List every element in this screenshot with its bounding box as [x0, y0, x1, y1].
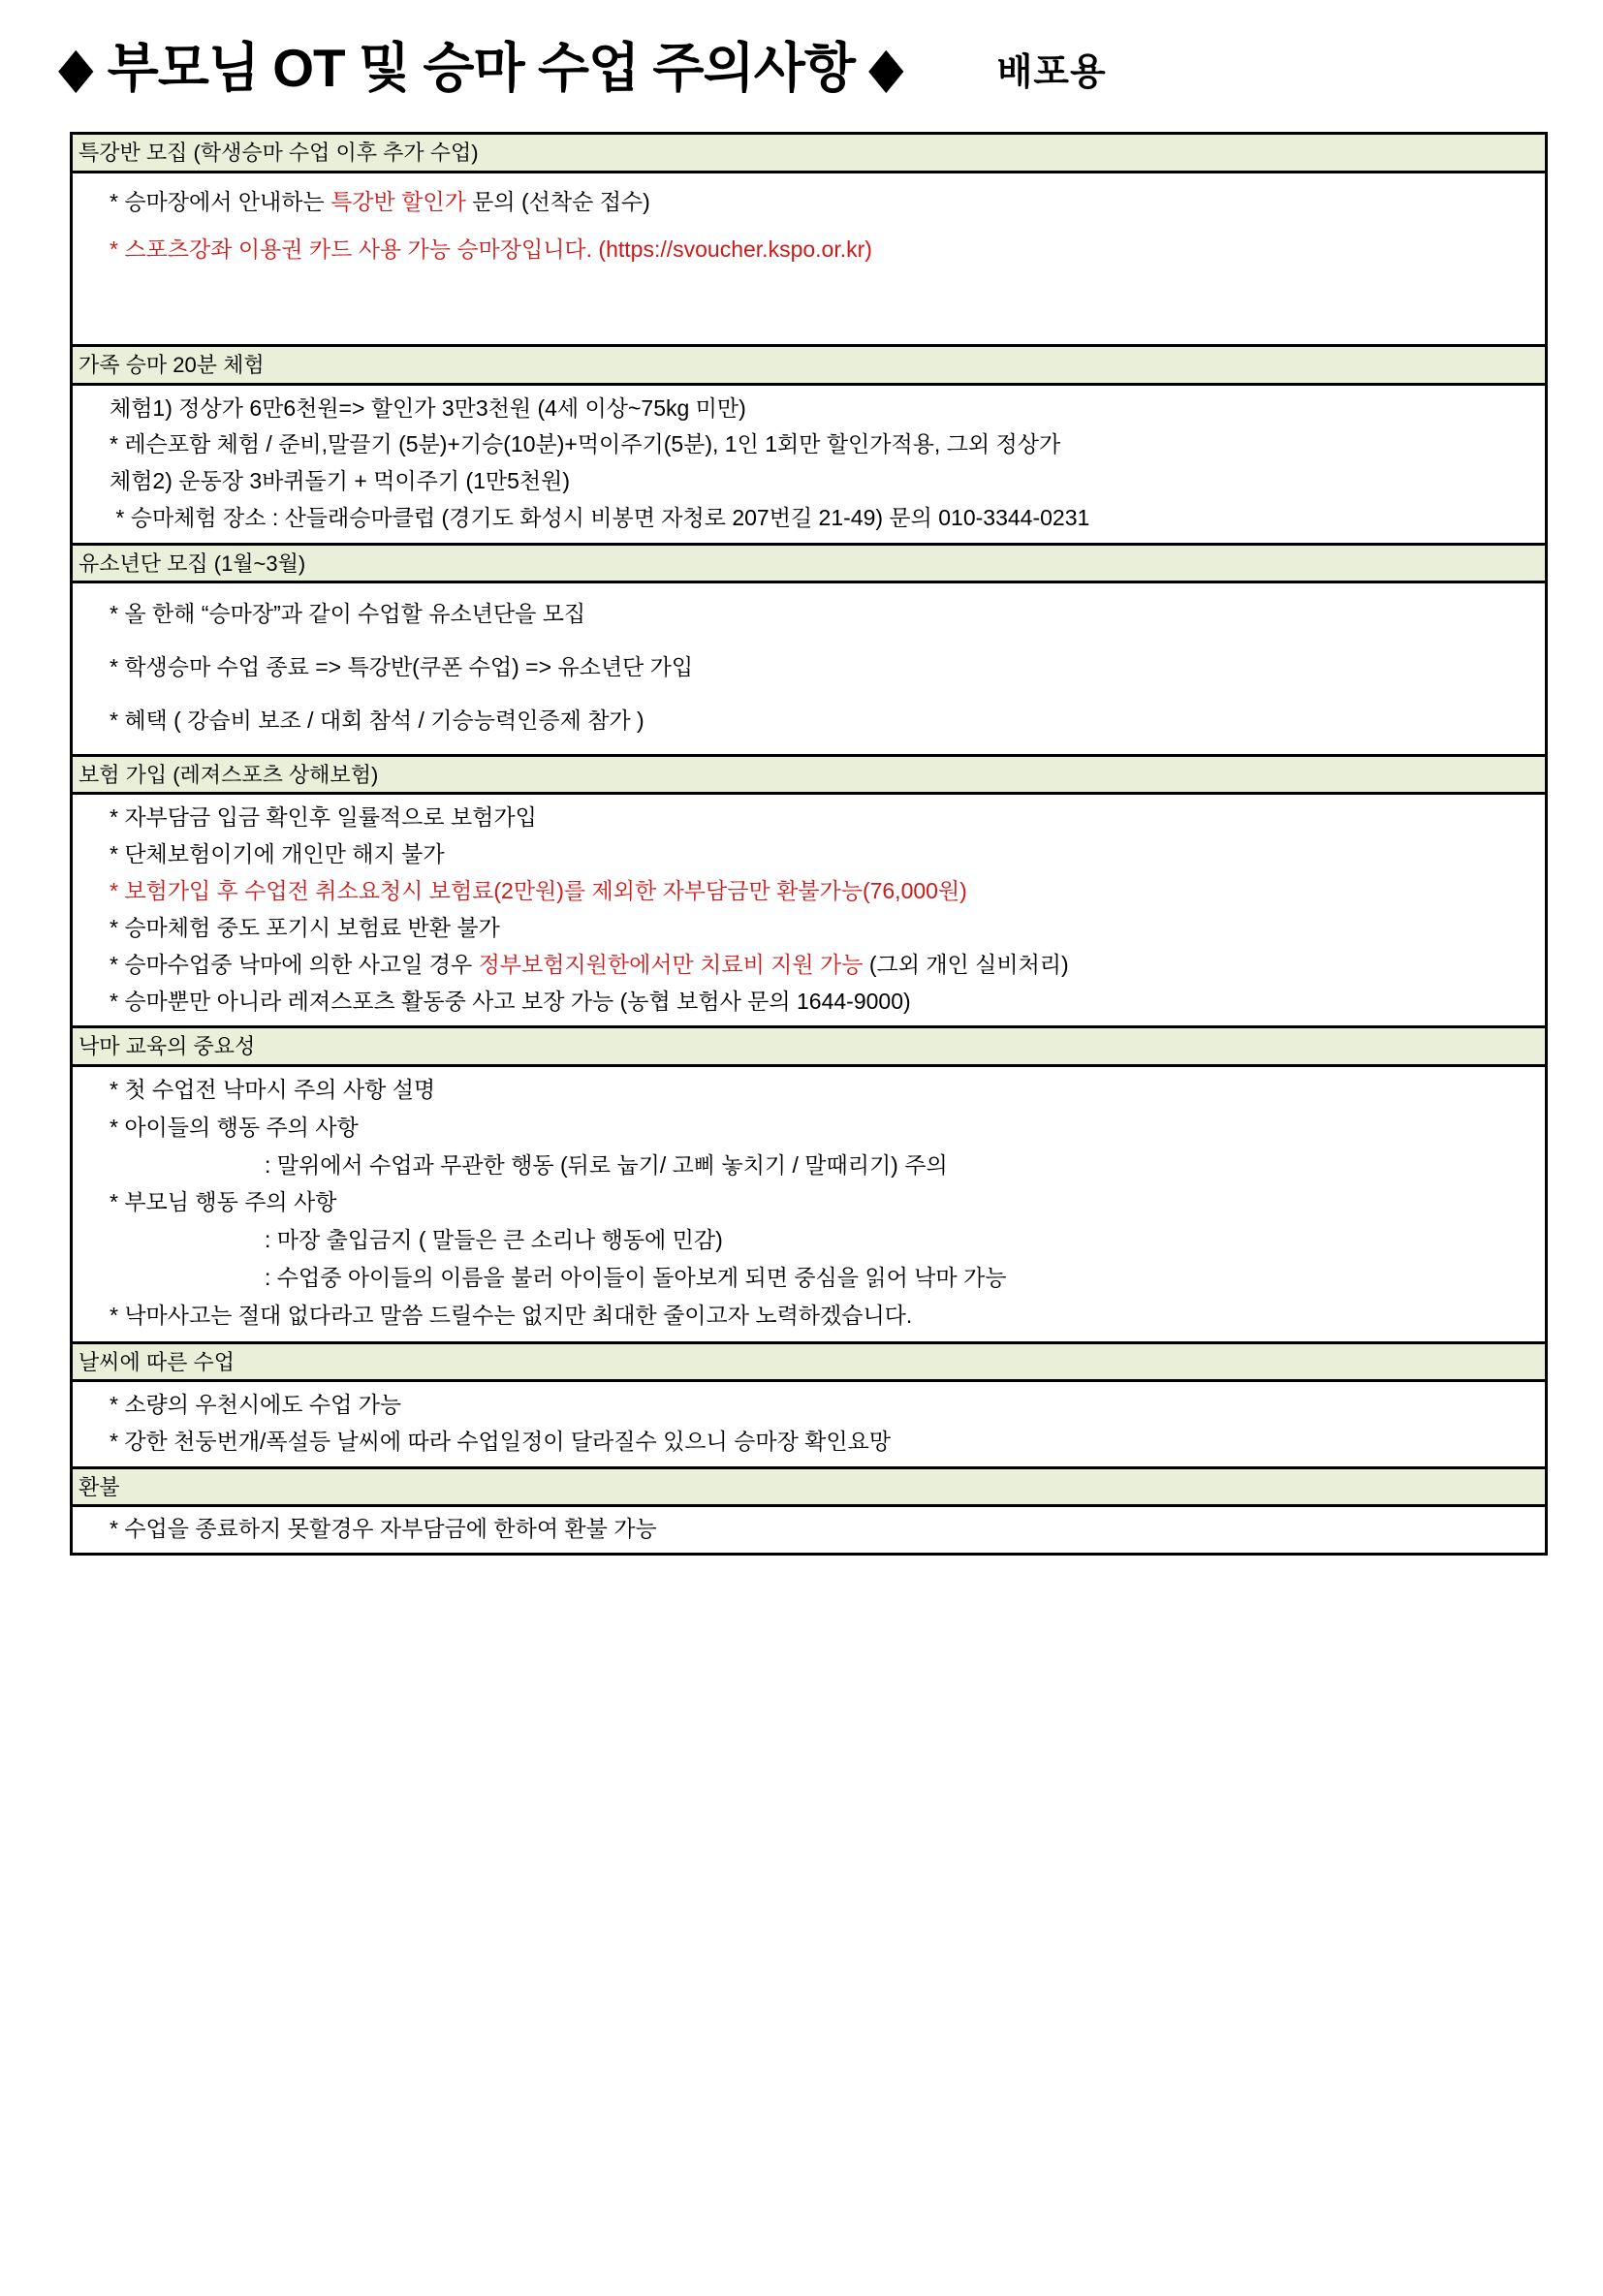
notice-table	[70, 132, 1548, 1556]
body-text: * 아이들의 행동 주의 사항	[110, 1114, 359, 1140]
notice-line	[73, 1260, 1545, 1298]
section	[73, 1466, 1545, 1553]
notice-line	[73, 1511, 1545, 1548]
body-text: * 소량의 우천시에도 수업 가능	[110, 1392, 402, 1418]
body-text: 체험2) 운동장 3바퀴돌기 + 먹이주기 (1만5천원)	[110, 468, 571, 494]
section	[73, 754, 1545, 1025]
notice-line	[73, 1424, 1545, 1461]
body-text: * 강한 천둥번개/폭설등 날씨에 따라 수업일정이 달라질수 있으니 승마장 확인요망	[110, 1429, 892, 1455]
notice-line	[73, 1222, 1545, 1260]
section-header: 날씨에 따른 수업	[73, 1344, 1545, 1383]
section	[73, 1025, 1545, 1340]
page-title: 부모님 OT 및 승마 수업 주의사항	[107, 37, 855, 98]
section-body	[73, 1067, 1545, 1341]
diamond-left-icon: ◆	[58, 36, 94, 99]
section-body	[73, 173, 1545, 345]
section-body	[73, 583, 1545, 753]
notice-line	[73, 391, 1545, 427]
notice-line	[73, 226, 1545, 274]
notice-line	[73, 1110, 1545, 1148]
section-header: 환불	[73, 1469, 1545, 1508]
section	[73, 543, 1545, 754]
highlight-text: 특강반 할인가	[330, 188, 466, 214]
section-header: 특강반 모집 (학생승마 수업 이후 추가 수업)	[73, 135, 1545, 173]
highlight-text: * 보험가입 후 수업전 취소요청시 보험료(2만원)를 제외한 자부담금만 환불가능(76,000원)	[110, 878, 967, 904]
section-body	[73, 1382, 1545, 1466]
body-text: * 부모님 행동 주의 사항	[110, 1189, 337, 1215]
body-text: 문의 (선착순 접수)	[465, 188, 650, 214]
body-text: * 레슨포함 체험 / 준비,말끌기 (5분)+기승(10분)+먹이주기(5분), 1인 1회만 할인가적용, 그외 정상가	[110, 431, 1061, 457]
section	[73, 135, 1545, 344]
body-text: * 첫 수업전 낙마시 주의 사항 설명	[110, 1076, 436, 1102]
notice-line	[73, 178, 1545, 227]
section-body	[73, 386, 1545, 543]
section-body	[73, 1507, 1545, 1553]
body-text: * 수업을 종료하지 못할경우 자부담금에 한하여 환불 가능	[110, 1516, 657, 1542]
distribution-badge: 배포용	[996, 51, 1107, 93]
notice-line	[73, 426, 1545, 463]
body-text: * 승마수업중 낙마에 의한 사고일 경우	[110, 951, 479, 977]
body-text: * 낙마사고는 절대 없다라고 말씀 드릴수는 없지만 최대한 줄이고자 노력하겠습니다.	[110, 1302, 913, 1328]
body-text: : 말위에서 수업과 무관한 행동 (뒤로 눕기/ 고삐 놓치기 / 말때리기) 주의	[265, 1151, 948, 1178]
notice-line	[73, 873, 1545, 910]
body-text: * 자부담금 입금 확인후 일률적으로 보험가입	[110, 804, 537, 831]
body-text: * 학생승마 수업 종료 => 특강반(쿠폰 수업) => 유소년단 가입	[110, 654, 694, 680]
notice-line	[73, 500, 1545, 537]
notice-line	[73, 1184, 1545, 1222]
body-text: * 승마체험 장소 : 산들래승마클럽 (경기도 화성시 비봉면 자청로 207번길 21-49) 문의 010-3344-0231	[110, 505, 1090, 531]
body-text: 체험1) 정상가 6만6천원=> 할인가 3만3천원 (4세 이상~75kg 미만)	[110, 394, 746, 421]
notice-line	[73, 695, 1545, 748]
section-header: 가족 승마 20분 체험	[73, 347, 1545, 386]
section	[73, 344, 1545, 543]
body-text: : 수업중 아이들의 이름을 불러 아이들이 돌아보게 되면 중심을 읽어 낙마 가능	[265, 1265, 1007, 1291]
notice-line	[73, 1387, 1545, 1424]
section-header: 낙마 교육의 중요성	[73, 1028, 1545, 1067]
body-text: : 마장 출입금지 ( 말들은 큰 소리나 행동에 민감)	[265, 1227, 723, 1253]
notice-line	[73, 1298, 1545, 1336]
diamond-right-icon: ◆	[867, 36, 904, 99]
section-body	[73, 795, 1545, 1025]
highlight-text: 정부보험지원한에서만 치료비 지원 가능	[478, 951, 864, 977]
section	[73, 1341, 1545, 1466]
notice-line	[73, 947, 1545, 984]
body-text: * 승마뿐만 아니라 레져스포츠 활동중 사고 보장 가능 (농협 보험사 문의 1644-9000)	[110, 988, 911, 1014]
body-text: (그외 개인 실비처리)	[863, 951, 1069, 977]
notice-line	[73, 836, 1545, 873]
notice-line	[73, 910, 1545, 947]
body-text: * 승마체험 중도 포기시 보험료 반환 불가	[110, 914, 500, 940]
notice-line	[73, 588, 1545, 642]
body-text: * 단체보험이기에 개인만 해지 불가	[110, 841, 445, 867]
notice-line	[73, 800, 1545, 836]
section-header: 보험 가입 (레져스포츠 상해보험)	[73, 757, 1545, 796]
notice-line	[73, 642, 1545, 695]
section-header: 유소년단 모집 (1월~3월)	[73, 546, 1545, 584]
notice-line	[73, 463, 1545, 500]
body-text: * 혜택 ( 강습비 보조 / 대회 참석 / 기승능력인증제 참가 )	[110, 708, 644, 734]
highlight-text: * 스포츠강좌 이용권 카드 사용 가능 승마장입니다. (https://svoucher.kspo.or.kr)	[110, 236, 872, 263]
body-text: * 올 한해 “승마장”과 같이 수업할 유소년단을 모집	[110, 601, 586, 627]
body-text: * 승마장에서 안내하는	[110, 188, 331, 214]
title-row	[54, 29, 1603, 107]
notice-line	[73, 984, 1545, 1021]
notice-line	[73, 1072, 1545, 1110]
notice-line	[73, 1148, 1545, 1185]
